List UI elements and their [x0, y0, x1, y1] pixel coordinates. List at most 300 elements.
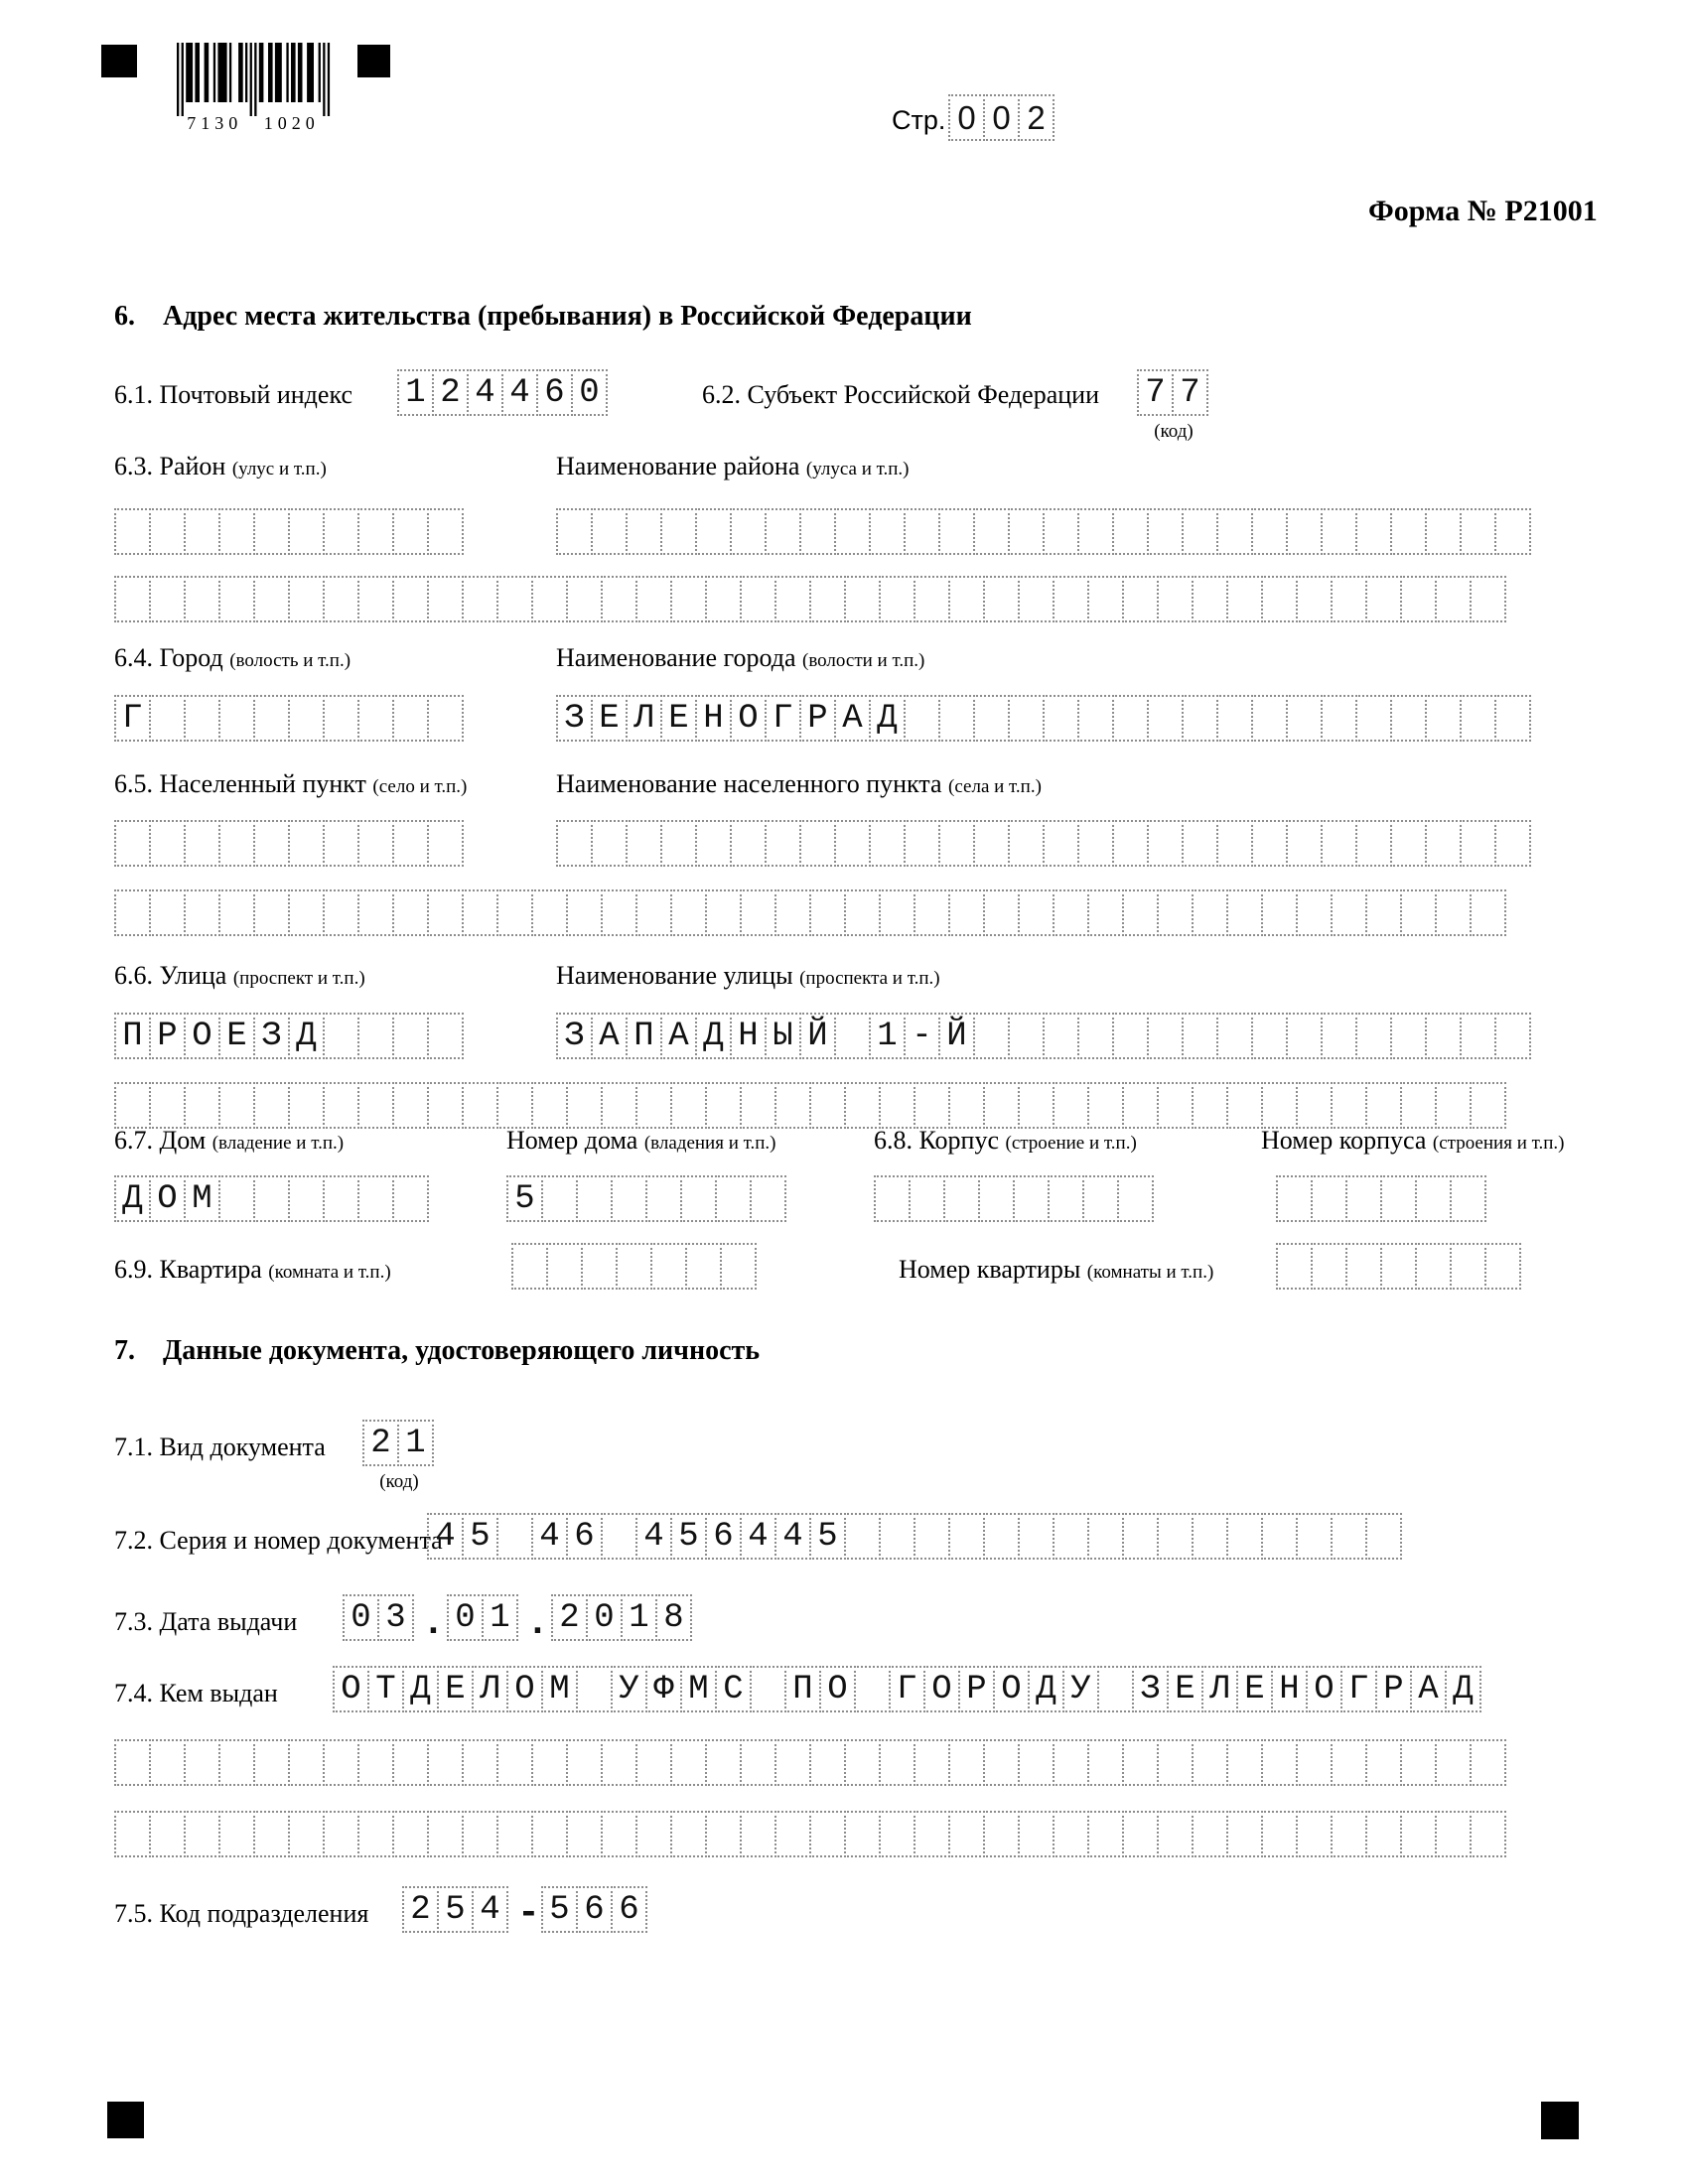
- form-cell: [1390, 1013, 1427, 1059]
- form-cell: [496, 889, 533, 936]
- form-cell: [1122, 1739, 1159, 1786]
- district-label-text: 6.3. Район: [114, 452, 226, 480]
- form-cell: [218, 576, 255, 622]
- form-cell: [288, 1739, 325, 1786]
- form-cell: Е: [1236, 1666, 1273, 1712]
- form-cell: [576, 1175, 613, 1222]
- form-cell: [1296, 1082, 1333, 1129]
- form-cell: [879, 576, 915, 622]
- form-cell: [1390, 820, 1427, 867]
- form-cell: [1251, 820, 1288, 867]
- form-cell: 0: [983, 94, 1020, 141]
- form-cell: [1296, 1739, 1333, 1786]
- form-cell: [1425, 1013, 1462, 1059]
- form-cell: [914, 1082, 950, 1129]
- form-cell: [1013, 1175, 1050, 1222]
- form-cell: [1008, 695, 1045, 742]
- settlement-name-label-text: Наименование населенного пункта: [556, 769, 942, 798]
- form-cell: [323, 1811, 359, 1857]
- form-cell: [1435, 1811, 1472, 1857]
- form-cell: [357, 1811, 394, 1857]
- form-cell: [1018, 576, 1055, 622]
- form-cell: Г: [765, 695, 801, 742]
- form-cell: [1355, 820, 1392, 867]
- form-cell: Р: [149, 1013, 186, 1059]
- form-cell: [750, 1666, 786, 1712]
- form-cell: [1087, 576, 1124, 622]
- form-cell: О: [333, 1666, 369, 1712]
- form-cell: [323, 508, 359, 555]
- city-name-label: [556, 643, 924, 673]
- form-cell: 1: [869, 1013, 906, 1059]
- form-cell: [626, 820, 662, 867]
- form-cell: [1192, 1513, 1228, 1560]
- form-cell: [1450, 1243, 1486, 1290]
- form-cell: 6: [705, 1513, 742, 1560]
- form-cell: [323, 695, 359, 742]
- form-cell: [1122, 889, 1159, 936]
- form-cell: Л: [1201, 1666, 1238, 1712]
- building-label: [874, 1126, 1137, 1156]
- form-cell: [427, 695, 464, 742]
- form-cell: З: [1132, 1666, 1169, 1712]
- date-separator: .: [422, 1602, 445, 1645]
- form-cell: [253, 1739, 290, 1786]
- form-cell: [1365, 576, 1402, 622]
- form-cell: [695, 820, 732, 867]
- form-cell: [288, 576, 325, 622]
- form-cell: [149, 820, 186, 867]
- form-cell: [879, 1739, 915, 1786]
- form-cell: О: [993, 1666, 1030, 1712]
- form-cell: [496, 1513, 533, 1560]
- form-cell: [740, 576, 776, 622]
- postal-code-label: 6.1. Почтовый индекс: [114, 380, 352, 409]
- city-type-cells: [114, 695, 464, 742]
- form-cell: [531, 576, 568, 622]
- city-label: [114, 643, 351, 673]
- form-cell: [149, 576, 186, 622]
- form-cell: 3: [377, 1594, 414, 1641]
- form-cell: О: [506, 1666, 543, 1712]
- form-cell: [511, 1243, 548, 1290]
- form-cell: 4: [472, 1886, 508, 1933]
- form-cell: [1470, 1739, 1506, 1786]
- form-cell: [774, 1811, 811, 1857]
- form-cell: 1: [621, 1594, 657, 1641]
- form-cell: [601, 1082, 637, 1129]
- street-type-cells: [114, 1013, 464, 1059]
- district-label-hint: (улус и т.п.): [231, 459, 327, 479]
- apartment-number-label-hint: (комнаты и т.п.): [1086, 1262, 1214, 1283]
- form-cell: [541, 1175, 578, 1222]
- form-cell: [1043, 820, 1079, 867]
- form-cell: [253, 695, 290, 742]
- form-cell: 5: [506, 1175, 543, 1222]
- form-cell: [357, 1013, 394, 1059]
- form-cell: [983, 1739, 1020, 1786]
- form-cell: [1435, 1082, 1472, 1129]
- form-cell: [774, 889, 811, 936]
- form-cell: [1331, 576, 1367, 622]
- form-cell: Т: [367, 1666, 404, 1712]
- form-cell: [288, 695, 325, 742]
- form-cell: [114, 1739, 151, 1786]
- form-cell: [1008, 508, 1045, 555]
- form-cell: Ы: [765, 1013, 801, 1059]
- house-number-label: [506, 1126, 776, 1156]
- form-cell: [323, 576, 359, 622]
- form-cell: [253, 1175, 290, 1222]
- series-number-label: 7.2. Серия и номер документа: [114, 1526, 443, 1555]
- form-cell: [1484, 1243, 1521, 1290]
- district-extra-cells: [114, 576, 1506, 622]
- form-cell: [1087, 1082, 1124, 1129]
- house-number-label-hint: (владения и т.п.): [643, 1133, 776, 1154]
- form-cell: 4: [501, 369, 538, 416]
- form-cell: Д: [1445, 1666, 1481, 1712]
- form-cell: [1345, 1175, 1382, 1222]
- form-cell: Л: [626, 695, 662, 742]
- form-cell: [1216, 508, 1253, 555]
- form-cell: [392, 1013, 429, 1059]
- form-cell: [1226, 1811, 1263, 1857]
- form-cell: [1286, 508, 1323, 555]
- form-cell: [581, 1243, 618, 1290]
- form-cell: О: [1306, 1666, 1342, 1712]
- form-cell: [705, 1082, 742, 1129]
- form-cell: [904, 508, 940, 555]
- settlement-name-label: [556, 769, 1042, 799]
- form-cell: [1470, 1811, 1506, 1857]
- settlement-type-cells: [114, 820, 464, 867]
- barcode: [169, 43, 338, 134]
- form-cell: [914, 889, 950, 936]
- form-cell: [705, 889, 742, 936]
- form-cell: Й: [938, 1013, 975, 1059]
- form-cell: 6: [611, 1886, 647, 1933]
- page-number-cells: [948, 94, 1055, 141]
- form-cell: [218, 820, 255, 867]
- form-cell: [184, 576, 220, 622]
- form-cell: [1192, 1811, 1228, 1857]
- form-cell: [1192, 1739, 1228, 1786]
- form-cell: О: [184, 1013, 220, 1059]
- form-cell: [1261, 889, 1298, 936]
- city-name-label-text: Наименование города: [556, 643, 796, 672]
- street-name-label-hint: (проспекта и т.п.): [799, 968, 940, 989]
- form-cell: [904, 820, 940, 867]
- form-cell: [1261, 576, 1298, 622]
- form-cell: [253, 508, 290, 555]
- form-cell: [218, 889, 255, 936]
- form-cell: [799, 820, 836, 867]
- form-cell: [546, 1243, 583, 1290]
- form-cell: У: [611, 1666, 647, 1712]
- form-cell: [1053, 889, 1089, 936]
- street-extra-cells: [114, 1082, 1506, 1129]
- form-cell: [323, 1013, 359, 1059]
- form-cell: [765, 820, 801, 867]
- form-cell: 0: [343, 1594, 379, 1641]
- form-cell: [879, 1082, 915, 1129]
- form-cell: [357, 1739, 394, 1786]
- form-cell: [1077, 508, 1114, 555]
- form-cell: [1087, 1739, 1124, 1786]
- form-cell: [357, 820, 394, 867]
- form-cell: [834, 820, 871, 867]
- form-cell: [705, 1739, 742, 1786]
- form-cell: [1182, 695, 1218, 742]
- form-cell: [1008, 1013, 1045, 1059]
- form-cell: [660, 508, 697, 555]
- form-cell: [496, 1082, 533, 1129]
- form-cell: 5: [809, 1513, 846, 1560]
- doc-type-cells: [362, 1420, 434, 1466]
- dept-code-separator: -: [517, 1892, 540, 1935]
- form-cell: [1400, 1082, 1437, 1129]
- form-cell: [774, 1739, 811, 1786]
- form-cell: [914, 1739, 950, 1786]
- form-cell: [948, 576, 985, 622]
- region-code-hint: (код): [1154, 421, 1194, 442]
- form-cell: [1470, 889, 1506, 936]
- form-cell: Г: [1340, 1666, 1377, 1712]
- form-cell: [1087, 1811, 1124, 1857]
- form-cell: [1460, 695, 1496, 742]
- dept-code-part2-cells: [541, 1886, 647, 1933]
- form-cell: [1077, 695, 1114, 742]
- form-cell: [1321, 1013, 1357, 1059]
- form-cell: Е: [437, 1666, 474, 1712]
- form-cell: [114, 889, 151, 936]
- form-cell: [948, 1082, 985, 1129]
- district-label: [114, 452, 327, 481]
- form-cell: З: [556, 1013, 593, 1059]
- form-cell: [809, 1739, 846, 1786]
- form-cell: [740, 1082, 776, 1129]
- form-cell: [427, 576, 464, 622]
- form-cell: [1122, 1513, 1159, 1560]
- district-type-cells: [114, 508, 464, 555]
- building-number-label-hint: (строения и т.п.): [1432, 1133, 1565, 1154]
- form-cell: [1321, 695, 1357, 742]
- series-number-cells: [427, 1513, 1402, 1560]
- form-cell: [114, 576, 151, 622]
- form-cell: [670, 1739, 707, 1786]
- form-cell: [1286, 820, 1323, 867]
- form-cell: [1276, 1175, 1313, 1222]
- city-label-text: 6.4. Город: [114, 643, 223, 672]
- form-cell: [149, 1082, 186, 1129]
- form-cell: [288, 508, 325, 555]
- form-cell: [1117, 1175, 1154, 1222]
- form-cell: [427, 1013, 464, 1059]
- form-cell: [1018, 1811, 1055, 1857]
- form-cell: [844, 889, 881, 936]
- form-cell: [149, 1811, 186, 1857]
- form-cell: [114, 1082, 151, 1129]
- form-cell: [392, 1082, 429, 1129]
- form-cell: [1216, 1013, 1253, 1059]
- street-name-label-text: Наименование улицы: [556, 961, 793, 990]
- form-cell: Д: [288, 1013, 325, 1059]
- section6-number: 6.: [114, 301, 135, 332]
- street-name-cells: [556, 1013, 1531, 1059]
- form-cell: [1182, 508, 1218, 555]
- form-cell: Д: [1028, 1666, 1064, 1712]
- form-cell: [288, 820, 325, 867]
- form-cell: [1494, 508, 1531, 555]
- form-cell: О: [730, 695, 767, 742]
- form-cell: [1082, 1175, 1119, 1222]
- form-cell: [809, 1082, 846, 1129]
- registration-mark-top-right: [357, 45, 390, 77]
- form-cell: [978, 1175, 1015, 1222]
- form-cell: [114, 1811, 151, 1857]
- form-cell: [740, 1811, 776, 1857]
- form-cell: [1226, 1082, 1263, 1129]
- form-cell: У: [1062, 1666, 1099, 1712]
- form-cell: [730, 820, 767, 867]
- form-cell: [1226, 576, 1263, 622]
- form-cell: [844, 1811, 881, 1857]
- form-cell: [149, 508, 186, 555]
- form-cell: [1365, 889, 1402, 936]
- section6-title-text: Адрес места жительства (пребывания) в Российской Федерации: [163, 301, 972, 332]
- form-cell: [601, 1739, 637, 1786]
- form-cell: [799, 508, 836, 555]
- doc-type-code-hint: (код): [379, 1471, 419, 1492]
- form-cell: [114, 508, 151, 555]
- form-cell: [462, 1082, 498, 1129]
- form-cell: [1053, 576, 1089, 622]
- form-cell: [1470, 576, 1506, 622]
- form-cell: [1365, 1513, 1402, 1560]
- form-cell: [288, 1175, 325, 1222]
- building-type-cells: [874, 1175, 1154, 1222]
- form-cell: [1355, 695, 1392, 742]
- form-cell: [218, 1811, 255, 1857]
- region-label: 6.2. Субъект Российской Федерации: [702, 380, 1099, 409]
- form-cell: [948, 1811, 985, 1857]
- form-cell: [1415, 1243, 1452, 1290]
- form-cell: [566, 889, 603, 936]
- form-cell: [1261, 1082, 1298, 1129]
- form-cell: [323, 889, 359, 936]
- settlement-name-label-hint: (села и т.п.): [948, 776, 1042, 797]
- form-cell: Л: [472, 1666, 508, 1712]
- form-cell: [720, 1243, 757, 1290]
- form-cell: [392, 1175, 429, 1222]
- form-cell: 4: [467, 369, 503, 416]
- form-cell: Д: [695, 1013, 732, 1059]
- form-cell: [392, 820, 429, 867]
- form-cell: 6: [536, 369, 573, 416]
- form-cell: [253, 889, 290, 936]
- form-cell: [1296, 1513, 1333, 1560]
- issued-by-label: 7.4. Кем выдан: [114, 1679, 278, 1707]
- form-cell: [1311, 1175, 1347, 1222]
- form-cell: А: [834, 695, 871, 742]
- apartment-number-label: [899, 1255, 1213, 1285]
- form-cell: [1216, 695, 1253, 742]
- form-cell: Е: [218, 1013, 255, 1059]
- form-cell: [973, 1013, 1010, 1059]
- form-cell: [556, 820, 593, 867]
- form-number-label: Форма № Р21001: [1368, 195, 1598, 227]
- district-name-label: [556, 452, 910, 481]
- form-cell: [566, 1739, 603, 1786]
- form-cell: [427, 1739, 464, 1786]
- form-cell: [1018, 1082, 1055, 1129]
- form-cell: [705, 576, 742, 622]
- form-cell: Д: [402, 1666, 439, 1712]
- form-cell: [680, 1175, 717, 1222]
- form-cell: [288, 1082, 325, 1129]
- settlement-extra-cells: [114, 889, 1506, 936]
- form-cell: [869, 820, 906, 867]
- form-cell: [973, 820, 1010, 867]
- form-cell: [1261, 1739, 1298, 1786]
- form-cell: [774, 1082, 811, 1129]
- form-cell: 2: [402, 1886, 439, 1933]
- form-cell: [948, 889, 985, 936]
- form-cell: [1043, 508, 1079, 555]
- form-cell: [670, 576, 707, 622]
- form-cell: [288, 889, 325, 936]
- street-label: [114, 961, 365, 991]
- apartment-number-label-text: Номер квартиры: [899, 1255, 1081, 1284]
- dept-code-part1-cells: [402, 1886, 508, 1933]
- form-cell: [650, 1243, 687, 1290]
- district-name-label-text: Наименование района: [556, 452, 800, 480]
- form-cell: О: [923, 1666, 960, 1712]
- form-cell: [1018, 1513, 1055, 1560]
- form-cell: [218, 1739, 255, 1786]
- form-cell: [1400, 576, 1437, 622]
- form-cell: [1251, 1013, 1288, 1059]
- form-cell: [1192, 576, 1228, 622]
- form-cell: М: [541, 1666, 578, 1712]
- form-cell: [635, 889, 672, 936]
- form-cell: [1365, 1082, 1402, 1129]
- doc-type-label: 7.1. Вид документа: [114, 1433, 326, 1461]
- form-cell: [392, 695, 429, 742]
- form-cell: [904, 695, 940, 742]
- section7-title-text: Данные документа, удостоверяющего личность: [163, 1335, 761, 1366]
- form-cell: [1053, 1513, 1089, 1560]
- form-cell: Д: [869, 695, 906, 742]
- form-cell: [184, 1811, 220, 1857]
- form-cell: [462, 576, 498, 622]
- form-cell: [114, 820, 151, 867]
- form-cell: [611, 1175, 647, 1222]
- form-cell: [1192, 889, 1228, 936]
- postal-code-cells: [397, 369, 608, 416]
- form-cell: [1286, 1013, 1323, 1059]
- form-cell: [1147, 508, 1184, 555]
- form-cell: [427, 1811, 464, 1857]
- form-cell: [660, 820, 697, 867]
- form-cell: [218, 1082, 255, 1129]
- form-cell: [1380, 1175, 1417, 1222]
- street-name-label: [556, 961, 940, 991]
- form-cell: [1365, 1739, 1402, 1786]
- form-cell: Ф: [645, 1666, 682, 1712]
- form-cell: [943, 1175, 980, 1222]
- form-cell: [1157, 889, 1194, 936]
